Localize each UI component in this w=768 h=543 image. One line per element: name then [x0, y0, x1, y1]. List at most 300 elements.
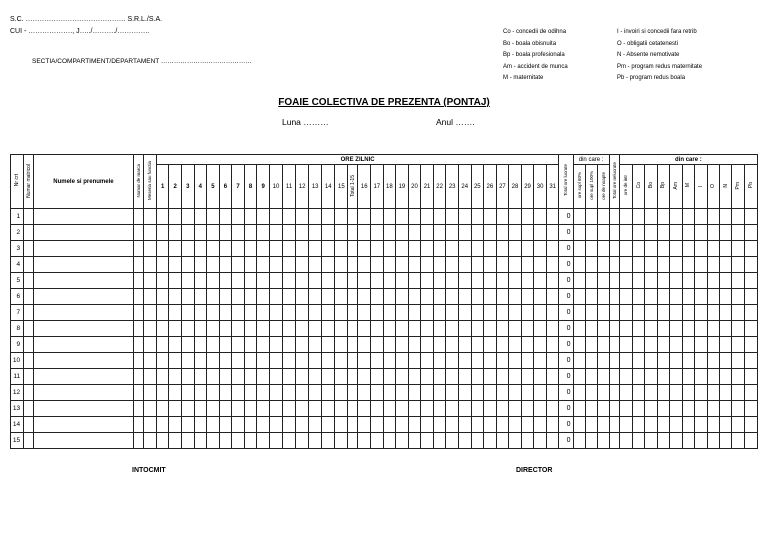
day-cell[interactable] [257, 433, 270, 449]
hours-cell[interactable] [597, 257, 609, 273]
day-cell[interactable] [296, 209, 309, 225]
day-cell[interactable] [358, 337, 371, 353]
absence-cell[interactable] [732, 385, 744, 401]
day-cell[interactable] [322, 321, 335, 337]
hours-cell[interactable] [619, 305, 632, 321]
hours-cell[interactable] [619, 225, 632, 241]
day-cell[interactable] [509, 417, 522, 433]
day-cell[interactable] [335, 225, 348, 241]
absence-cell[interactable] [645, 401, 657, 417]
day-cell[interactable] [335, 241, 348, 257]
day-cell[interactable] [269, 353, 282, 369]
total-1-15-cell[interactable] [348, 273, 358, 289]
day-cell[interactable] [484, 369, 497, 385]
entry-cell[interactable] [133, 321, 143, 337]
day-cell[interactable] [322, 257, 335, 273]
entry-cell[interactable] [34, 417, 134, 433]
hours-cell[interactable] [609, 385, 619, 401]
day-cell[interactable] [322, 289, 335, 305]
day-cell[interactable] [156, 353, 169, 369]
day-cell[interactable] [421, 353, 434, 369]
day-cell[interactable] [181, 337, 194, 353]
day-cell[interactable] [322, 353, 335, 369]
entry-cell[interactable] [143, 433, 156, 449]
day-cell[interactable] [521, 241, 534, 257]
day-cell[interactable] [383, 433, 396, 449]
day-cell[interactable] [546, 257, 559, 273]
day-cell[interactable] [244, 305, 257, 321]
absence-cell[interactable] [744, 209, 757, 225]
total-1-15-cell[interactable] [348, 225, 358, 241]
day-cell[interactable] [207, 385, 220, 401]
entry-cell[interactable] [133, 353, 143, 369]
entry-cell[interactable] [133, 257, 143, 273]
day-cell[interactable] [484, 225, 497, 241]
day-cell[interactable] [283, 289, 296, 305]
absence-cell[interactable] [732, 433, 744, 449]
day-cell[interactable] [269, 225, 282, 241]
absence-cell[interactable] [732, 417, 744, 433]
day-cell[interactable] [521, 225, 534, 241]
hours-cell[interactable] [585, 209, 597, 225]
hours-cell[interactable] [609, 433, 619, 449]
absence-cell[interactable] [657, 321, 669, 337]
day-cell[interactable] [383, 417, 396, 433]
absence-cell[interactable] [707, 225, 719, 241]
day-cell[interactable] [396, 417, 409, 433]
day-cell[interactable] [169, 433, 182, 449]
total-1-15-cell[interactable] [348, 289, 358, 305]
day-cell[interactable] [269, 321, 282, 337]
day-cell[interactable] [371, 225, 384, 241]
day-cell[interactable] [546, 433, 559, 449]
day-cell[interactable] [484, 257, 497, 273]
entry-cell[interactable] [24, 209, 34, 225]
entry-cell[interactable] [34, 385, 134, 401]
hours-cell[interactable] [573, 273, 585, 289]
day-cell[interactable] [471, 321, 484, 337]
day-cell[interactable] [296, 241, 309, 257]
day-cell[interactable] [283, 225, 296, 241]
day-cell[interactable] [446, 273, 459, 289]
hours-cell[interactable] [573, 385, 585, 401]
total-1-15-cell[interactable] [348, 385, 358, 401]
day-cell[interactable] [521, 401, 534, 417]
day-cell[interactable] [458, 225, 471, 241]
day-cell[interactable] [446, 257, 459, 273]
day-cell[interactable] [546, 337, 559, 353]
day-cell[interactable] [421, 225, 434, 241]
absence-cell[interactable] [632, 257, 644, 273]
total-1-15-cell[interactable] [348, 433, 358, 449]
day-cell[interactable] [335, 337, 348, 353]
absence-cell[interactable] [657, 225, 669, 241]
day-cell[interactable] [169, 353, 182, 369]
day-cell[interactable] [181, 241, 194, 257]
hours-cell[interactable] [573, 337, 585, 353]
day-cell[interactable] [521, 385, 534, 401]
day-cell[interactable] [396, 321, 409, 337]
entry-cell[interactable] [34, 305, 134, 321]
absence-cell[interactable] [695, 337, 707, 353]
day-cell[interactable] [207, 257, 220, 273]
total-1-15-cell[interactable] [348, 209, 358, 225]
day-cell[interactable] [371, 417, 384, 433]
day-cell[interactable] [496, 417, 509, 433]
day-cell[interactable] [371, 257, 384, 273]
day-cell[interactable] [546, 305, 559, 321]
day-cell[interactable] [421, 289, 434, 305]
day-cell[interactable] [283, 401, 296, 417]
entry-cell[interactable] [143, 321, 156, 337]
day-cell[interactable] [496, 305, 509, 321]
day-cell[interactable] [296, 369, 309, 385]
day-cell[interactable] [396, 305, 409, 321]
day-cell[interactable] [283, 209, 296, 225]
day-cell[interactable] [219, 369, 232, 385]
entry-cell[interactable] [133, 241, 143, 257]
day-cell[interactable] [383, 209, 396, 225]
day-cell[interactable] [446, 209, 459, 225]
absence-cell[interactable] [707, 417, 719, 433]
day-cell[interactable] [509, 241, 522, 257]
day-cell[interactable] [471, 385, 484, 401]
day-cell[interactable] [534, 289, 547, 305]
day-cell[interactable] [244, 289, 257, 305]
day-cell[interactable] [257, 241, 270, 257]
day-cell[interactable] [433, 257, 446, 273]
day-cell[interactable] [181, 321, 194, 337]
absence-cell[interactable] [657, 289, 669, 305]
entry-cell[interactable] [24, 305, 34, 321]
absence-cell[interactable] [670, 241, 682, 257]
day-cell[interactable] [521, 209, 534, 225]
day-cell[interactable] [194, 257, 207, 273]
day-cell[interactable] [358, 225, 371, 241]
absence-cell[interactable] [657, 241, 669, 257]
absence-cell[interactable] [720, 385, 732, 401]
hours-cell[interactable] [609, 401, 619, 417]
day-cell[interactable] [458, 257, 471, 273]
day-cell[interactable] [521, 289, 534, 305]
day-cell[interactable] [421, 369, 434, 385]
day-cell[interactable] [433, 273, 446, 289]
day-cell[interactable] [309, 369, 322, 385]
absence-cell[interactable] [707, 433, 719, 449]
day-cell[interactable] [458, 321, 471, 337]
entry-cell[interactable] [143, 289, 156, 305]
hours-cell[interactable] [597, 433, 609, 449]
day-cell[interactable] [521, 337, 534, 353]
day-cell[interactable] [471, 209, 484, 225]
entry-cell[interactable] [34, 433, 134, 449]
day-cell[interactable] [156, 417, 169, 433]
entry-cell[interactable] [34, 337, 134, 353]
absence-cell[interactable] [682, 241, 694, 257]
absence-cell[interactable] [720, 353, 732, 369]
absence-cell[interactable] [732, 321, 744, 337]
entry-cell[interactable] [34, 321, 134, 337]
day-cell[interactable] [534, 337, 547, 353]
absence-cell[interactable] [744, 305, 757, 321]
day-cell[interactable] [335, 401, 348, 417]
hours-cell[interactable] [609, 257, 619, 273]
day-cell[interactable] [509, 401, 522, 417]
day-cell[interactable] [534, 369, 547, 385]
day-cell[interactable] [181, 257, 194, 273]
entry-cell[interactable] [143, 417, 156, 433]
hours-cell[interactable] [573, 369, 585, 385]
day-cell[interactable] [181, 353, 194, 369]
day-cell[interactable] [257, 273, 270, 289]
absence-cell[interactable] [645, 289, 657, 305]
day-cell[interactable] [484, 417, 497, 433]
absence-cell[interactable] [720, 369, 732, 385]
day-cell[interactable] [257, 257, 270, 273]
absence-cell[interactable] [645, 225, 657, 241]
day-cell[interactable] [383, 241, 396, 257]
day-cell[interactable] [181, 417, 194, 433]
day-cell[interactable] [194, 385, 207, 401]
day-cell[interactable] [509, 289, 522, 305]
day-cell[interactable] [546, 241, 559, 257]
day-cell[interactable] [232, 257, 245, 273]
day-cell[interactable] [509, 257, 522, 273]
day-cell[interactable] [458, 337, 471, 353]
absence-cell[interactable] [732, 337, 744, 353]
entry-cell[interactable] [24, 257, 34, 273]
day-cell[interactable] [383, 289, 396, 305]
day-cell[interactable] [471, 433, 484, 449]
day-cell[interactable] [269, 433, 282, 449]
day-cell[interactable] [458, 289, 471, 305]
day-cell[interactable] [446, 321, 459, 337]
absence-cell[interactable] [695, 353, 707, 369]
day-cell[interactable] [322, 241, 335, 257]
day-cell[interactable] [309, 417, 322, 433]
entry-cell[interactable] [133, 289, 143, 305]
day-cell[interactable] [471, 417, 484, 433]
day-cell[interactable] [207, 401, 220, 417]
day-cell[interactable] [358, 417, 371, 433]
day-cell[interactable] [156, 225, 169, 241]
absence-cell[interactable] [670, 337, 682, 353]
entry-cell[interactable] [34, 369, 134, 385]
day-cell[interactable] [207, 273, 220, 289]
day-cell[interactable] [521, 305, 534, 321]
day-cell[interactable] [396, 289, 409, 305]
day-cell[interactable] [283, 353, 296, 369]
day-cell[interactable] [496, 433, 509, 449]
day-cell[interactable] [521, 273, 534, 289]
absence-cell[interactable] [632, 337, 644, 353]
day-cell[interactable] [219, 417, 232, 433]
absence-cell[interactable] [682, 305, 694, 321]
day-cell[interactable] [458, 305, 471, 321]
hours-cell[interactable] [585, 369, 597, 385]
day-cell[interactable] [309, 433, 322, 449]
absence-cell[interactable] [744, 401, 757, 417]
absence-cell[interactable] [645, 305, 657, 321]
day-cell[interactable] [534, 417, 547, 433]
day-cell[interactable] [296, 417, 309, 433]
day-cell[interactable] [194, 241, 207, 257]
absence-cell[interactable] [645, 241, 657, 257]
day-cell[interactable] [546, 321, 559, 337]
hours-cell[interactable] [573, 209, 585, 225]
day-cell[interactable] [358, 257, 371, 273]
day-cell[interactable] [244, 225, 257, 241]
day-cell[interactable] [257, 369, 270, 385]
entry-cell[interactable] [133, 305, 143, 321]
day-cell[interactable] [408, 385, 421, 401]
day-cell[interactable] [408, 305, 421, 321]
day-cell[interactable] [207, 321, 220, 337]
day-cell[interactable] [408, 433, 421, 449]
day-cell[interactable] [496, 241, 509, 257]
day-cell[interactable] [383, 369, 396, 385]
absence-cell[interactable] [707, 369, 719, 385]
absence-cell[interactable] [632, 225, 644, 241]
day-cell[interactable] [408, 257, 421, 273]
day-cell[interactable] [433, 433, 446, 449]
day-cell[interactable] [509, 321, 522, 337]
absence-cell[interactable] [695, 401, 707, 417]
day-cell[interactable] [232, 369, 245, 385]
day-cell[interactable] [496, 401, 509, 417]
day-cell[interactable] [383, 225, 396, 241]
day-cell[interactable] [244, 417, 257, 433]
day-cell[interactable] [408, 289, 421, 305]
entry-cell[interactable] [143, 337, 156, 353]
day-cell[interactable] [534, 401, 547, 417]
absence-cell[interactable] [657, 257, 669, 273]
day-cell[interactable] [396, 433, 409, 449]
day-cell[interactable] [546, 417, 559, 433]
absence-cell[interactable] [682, 321, 694, 337]
day-cell[interactable] [396, 337, 409, 353]
absence-cell[interactable] [657, 433, 669, 449]
day-cell[interactable] [484, 241, 497, 257]
day-cell[interactable] [358, 209, 371, 225]
day-cell[interactable] [169, 305, 182, 321]
day-cell[interactable] [257, 417, 270, 433]
entry-cell[interactable] [24, 225, 34, 241]
hours-cell[interactable] [597, 385, 609, 401]
day-cell[interactable] [232, 401, 245, 417]
hours-cell[interactable] [597, 337, 609, 353]
day-cell[interactable] [458, 385, 471, 401]
day-cell[interactable] [169, 289, 182, 305]
day-cell[interactable] [322, 369, 335, 385]
absence-cell[interactable] [707, 353, 719, 369]
day-cell[interactable] [296, 353, 309, 369]
absence-cell[interactable] [657, 337, 669, 353]
day-cell[interactable] [309, 241, 322, 257]
hours-cell[interactable] [609, 337, 619, 353]
total-1-15-cell[interactable] [348, 321, 358, 337]
day-cell[interactable] [207, 241, 220, 257]
absence-cell[interactable] [695, 289, 707, 305]
day-cell[interactable] [219, 257, 232, 273]
day-cell[interactable] [219, 225, 232, 241]
absence-cell[interactable] [707, 337, 719, 353]
hours-cell[interactable] [619, 353, 632, 369]
absence-cell[interactable] [645, 417, 657, 433]
absence-cell[interactable] [632, 353, 644, 369]
day-cell[interactable] [421, 241, 434, 257]
day-cell[interactable] [322, 401, 335, 417]
hours-cell[interactable] [619, 241, 632, 257]
day-cell[interactable] [296, 289, 309, 305]
absence-cell[interactable] [632, 209, 644, 225]
absence-cell[interactable] [732, 257, 744, 273]
day-cell[interactable] [371, 305, 384, 321]
day-cell[interactable] [484, 353, 497, 369]
hours-cell[interactable] [619, 385, 632, 401]
absence-cell[interactable] [720, 289, 732, 305]
day-cell[interactable] [358, 289, 371, 305]
entry-cell[interactable] [133, 369, 143, 385]
absence-cell[interactable] [720, 305, 732, 321]
entry-cell[interactable] [143, 209, 156, 225]
absence-cell[interactable] [657, 305, 669, 321]
day-cell[interactable] [383, 337, 396, 353]
absence-cell[interactable] [632, 401, 644, 417]
day-cell[interactable] [283, 385, 296, 401]
day-cell[interactable] [232, 209, 245, 225]
day-cell[interactable] [156, 209, 169, 225]
day-cell[interactable] [408, 337, 421, 353]
absence-cell[interactable] [632, 417, 644, 433]
entry-cell[interactable] [143, 385, 156, 401]
day-cell[interactable] [521, 353, 534, 369]
day-cell[interactable] [471, 305, 484, 321]
day-cell[interactable] [396, 401, 409, 417]
day-cell[interactable] [269, 257, 282, 273]
day-cell[interactable] [244, 385, 257, 401]
absence-cell[interactable] [645, 209, 657, 225]
absence-cell[interactable] [670, 289, 682, 305]
day-cell[interactable] [433, 241, 446, 257]
absence-cell[interactable] [732, 241, 744, 257]
day-cell[interactable] [458, 417, 471, 433]
entry-cell[interactable] [34, 257, 134, 273]
day-cell[interactable] [181, 209, 194, 225]
day-cell[interactable] [181, 369, 194, 385]
day-cell[interactable] [534, 385, 547, 401]
hours-cell[interactable] [609, 209, 619, 225]
hours-cell[interactable] [573, 433, 585, 449]
day-cell[interactable] [296, 273, 309, 289]
day-cell[interactable] [309, 337, 322, 353]
day-cell[interactable] [358, 401, 371, 417]
absence-cell[interactable] [707, 273, 719, 289]
day-cell[interactable] [509, 225, 522, 241]
day-cell[interactable] [322, 209, 335, 225]
day-cell[interactable] [269, 241, 282, 257]
total-1-15-cell[interactable] [348, 401, 358, 417]
hours-cell[interactable] [609, 369, 619, 385]
day-cell[interactable] [322, 305, 335, 321]
absence-cell[interactable] [632, 433, 644, 449]
day-cell[interactable] [156, 305, 169, 321]
entry-cell[interactable] [143, 305, 156, 321]
day-cell[interactable] [484, 401, 497, 417]
absence-cell[interactable] [744, 289, 757, 305]
day-cell[interactable] [383, 273, 396, 289]
day-cell[interactable] [371, 401, 384, 417]
